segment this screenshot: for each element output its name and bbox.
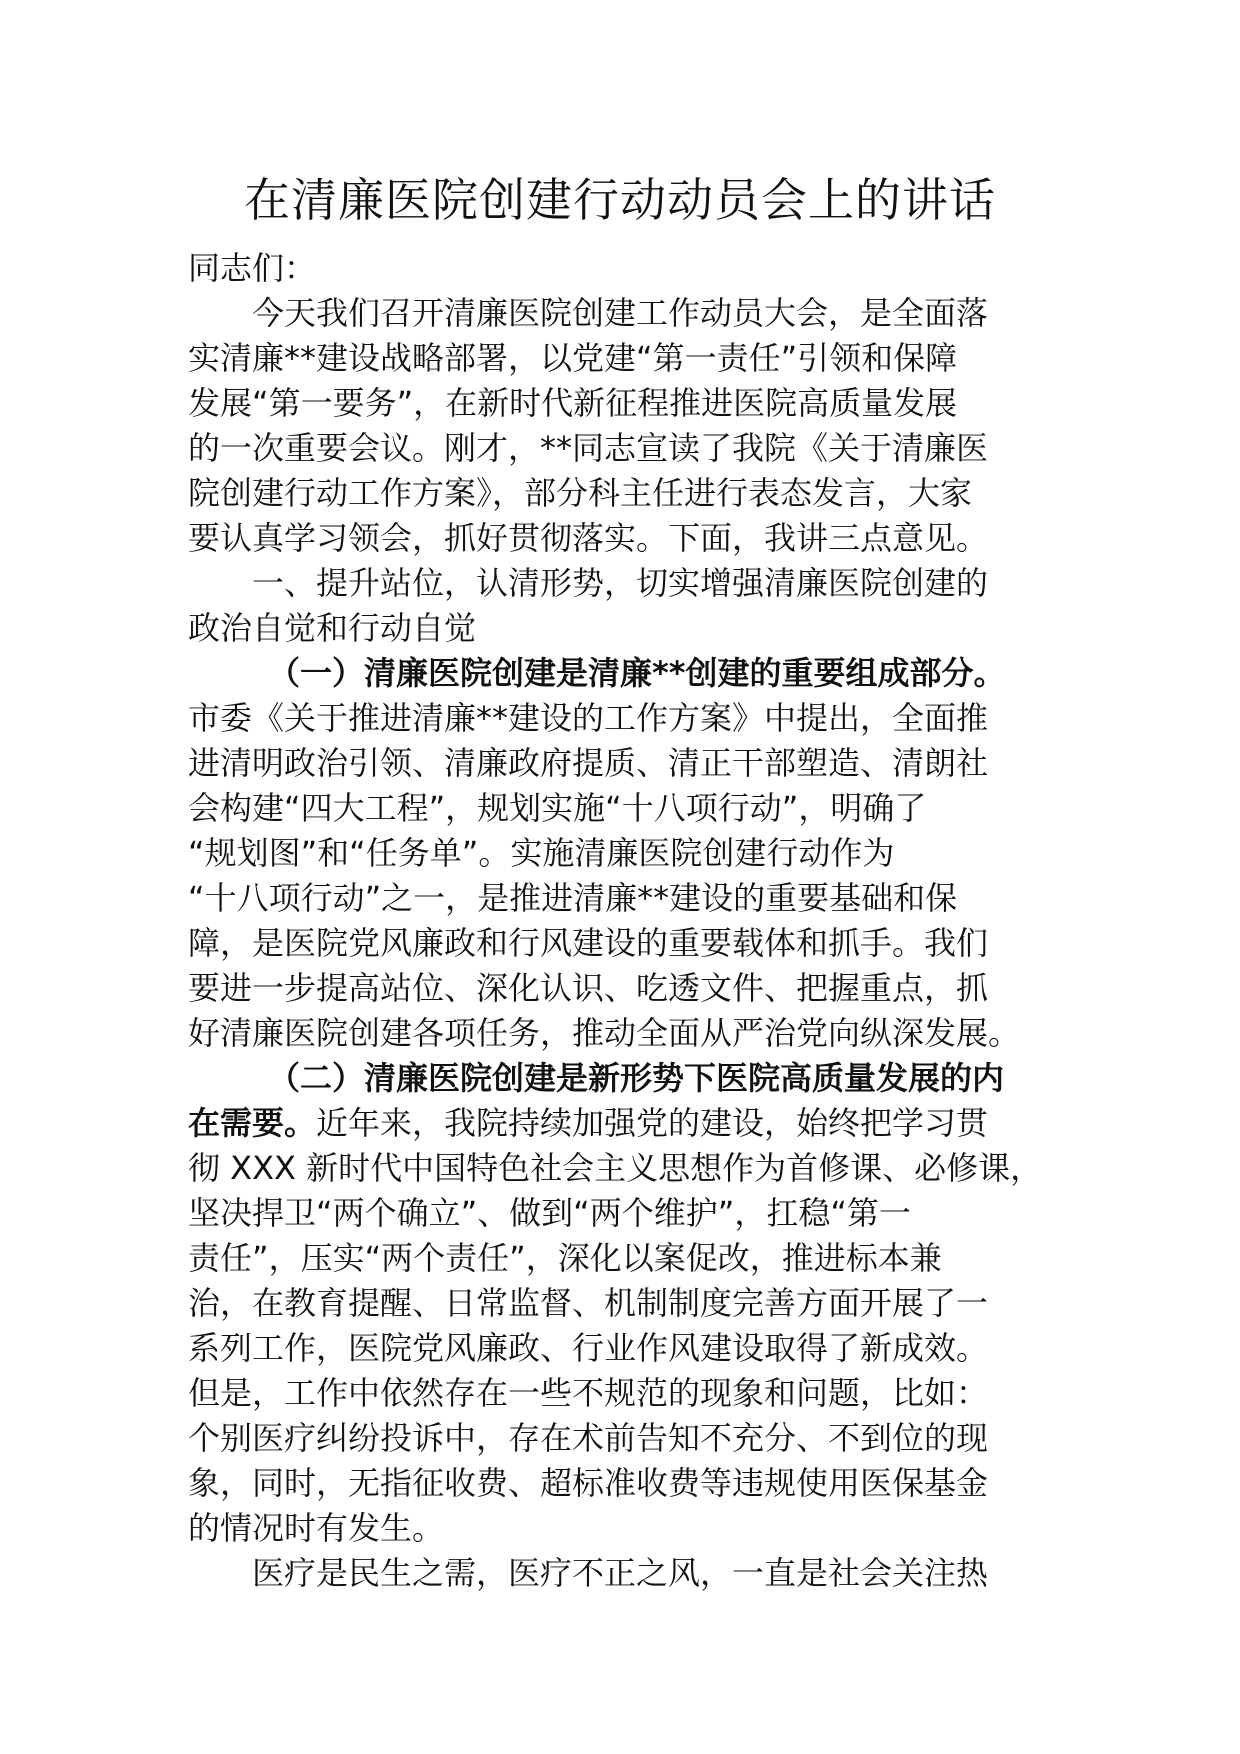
salutation: 同志们： [188,249,317,287]
paragraph-lines [188,291,1088,1596]
body-text: 象，同时，无指征收费、超标准收费等违规使用医保基金 [188,1464,989,1502]
body-text: 的情况时有发生。 [188,1509,445,1547]
body-text: 治，在教育提醒、日常监督、机制制度完善方面开展了一 [188,1284,989,1322]
body-text: 发展“第一要务”，在新时代新征程推进医院高质量发展 [188,384,958,422]
body-text: 好清廉医院创建各项任务，推动全面从严治党向纵深发展。 [188,1014,1021,1052]
text-line [188,1101,1088,1146]
text-line [188,921,1088,966]
text-line [188,741,1088,786]
body-text: 近年来，我院持续加强党的建设，始终把学习贯 [316,1104,989,1142]
text-line [188,966,1088,1011]
body-text: 责任”，压实“两个责任”，深化以案促改，推进标本兼 [188,1239,942,1277]
body-text: 但是，工作中依然存在一些不规范的现象和问题，比如： [188,1374,989,1412]
body-text: 医疗是民生之需，医疗不正之风，一直是社会关注热 [252,1554,989,1592]
body-text: 障，是医院党风廉政和行风建设的重要载体和抓手。我们 [188,924,989,962]
text-line [188,1326,1088,1371]
text-line [188,651,1088,696]
text-line [188,381,1088,426]
text-line [188,1191,1088,1236]
body-text: 今天我们召开清廉医院创建工作动员大会，是全面落 [252,294,989,332]
text-line [188,786,1088,831]
body-text: 会构建“四大工程”，规划实施“十八项行动”，明确了 [188,789,927,827]
text-line [188,471,1088,516]
body-text: 系列工作，医院党风廉政、行业作风建设取得了新成效。 [188,1329,989,1367]
text-line [188,1281,1088,1326]
body-text: 院创建行动工作方案》，部分科主任进行表态发言，大家 [188,474,973,512]
text-line [188,1416,1088,1461]
text-line [188,561,1088,606]
body-text: “规划图”和“任务单”。实施清廉医院创建行动作为 [188,834,895,872]
text-line [188,1146,1088,1191]
text-line [188,696,1088,741]
bold-heading-text: （一）清廉医院创建是清廉**创建的重要组成部分。 [268,654,1006,692]
bold-heading-text: （二）清廉医院创建是新形势下医院高质量发展的内 [268,1059,1005,1097]
text-line [188,1236,1088,1281]
body-text: 的一次重要会议。刚才，**同志宣读了我院《关于清廉医 [188,429,989,467]
body-text: 进清明政治引领、清廉政府提质、清正干部塑造、清朗社 [188,744,989,782]
text-line [188,336,1088,381]
body-text: “十八项行动”之一，是推进清廉**建设的重要基础和保 [188,879,958,917]
body-text: 彻 XXX 新时代中国特色社会主义思想作为首修课、必修课， [188,1149,1043,1187]
text-line [188,291,1088,336]
body-text: 实清廉**建设战略部署，以党建“第一责任”引领和保障 [188,339,958,377]
body-text: 市委《关于推进清廉**建设的工作方案》中提出，全面推 [188,699,989,737]
text-line [188,1461,1088,1506]
text-line [188,876,1088,921]
document-body [188,246,1088,1596]
text-line [188,1371,1088,1416]
text-line [188,1011,1088,1056]
text-line [188,426,1088,471]
text-line [188,1056,1088,1101]
body-text: 坚决捍卫“两个确立”、做到“两个维护”，扛稳“第一 [188,1194,911,1232]
document-title: 在清廉医院创建行动动员会上的讲话 [244,173,996,227]
text-line [188,516,1088,561]
text-line [188,1551,1088,1596]
text-line [188,1506,1088,1551]
text-line [188,831,1088,876]
body-text: 要认真学习领会，抓好贯彻落实。下面，我讲三点意见。 [188,519,989,557]
body-text: 一、提升站位，认清形势，切实增强清廉医院创建的 [252,564,989,602]
body-text: 个别医疗纠纷投诉中，存在术前告知不充分、不到位的现 [188,1419,989,1457]
body-text: 政治自觉和行动自觉 [188,609,477,647]
bold-heading-text: 在需要。 [188,1104,317,1142]
text-line [188,606,1088,651]
body-text: 要进一步提高站位、深化认识、吃透文件、把握重点，抓 [188,969,989,1007]
